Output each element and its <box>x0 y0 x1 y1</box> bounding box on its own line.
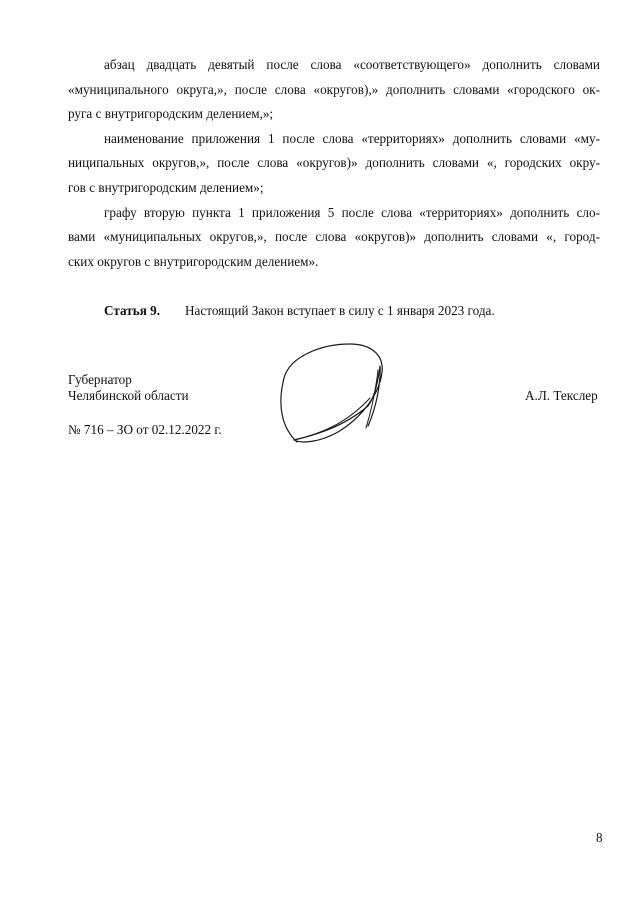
article-text: Настоящий Закон вступает в силу с 1 января 2023 года. <box>185 303 495 318</box>
signer-title-line-2: Челябинской области <box>68 388 189 403</box>
paragraph-3-line-3: ских округов с внутригородским делением». <box>68 254 319 269</box>
handwritten-signature <box>272 336 394 452</box>
paragraph-2-line-1: наименование приложения 1 после слова «территориях» дополнить словами «му- <box>104 131 600 146</box>
paragraph-1-line-1: абзац двадцать девятый после слова «соответствующего» дополнить словами <box>104 57 600 72</box>
paragraph-2-line-2: ниципальных округов,», после слова «округов)» дополнить словами «, городских окру- <box>68 155 600 170</box>
paragraph-1-line-3: руга с внутригородским делением,»; <box>68 106 274 121</box>
paragraph-3-line-1: графу вторую пункта 1 приложения 5 после слова «территориях» дополнить сло- <box>104 205 600 220</box>
signer-title-line-1: Губернатор <box>68 372 132 387</box>
paragraph-3-line-2: вами «муниципальных округов,», после слова «округов)» дополнить словами «, город- <box>68 229 600 244</box>
article-label: Статья 9. <box>104 303 161 318</box>
signer-name: А.Л. Текслер <box>525 388 598 403</box>
paragraph-1-line-2: «муниципального округа,», после слова «округов),» дополнить словами «городского ок- <box>68 82 600 97</box>
paragraph-2-line-3: гов с внутригородским делением»; <box>68 180 264 195</box>
page-number: 8 <box>596 830 603 845</box>
law-number-date: № 716 – ЗО от 02.12.2022 г. <box>68 422 222 437</box>
